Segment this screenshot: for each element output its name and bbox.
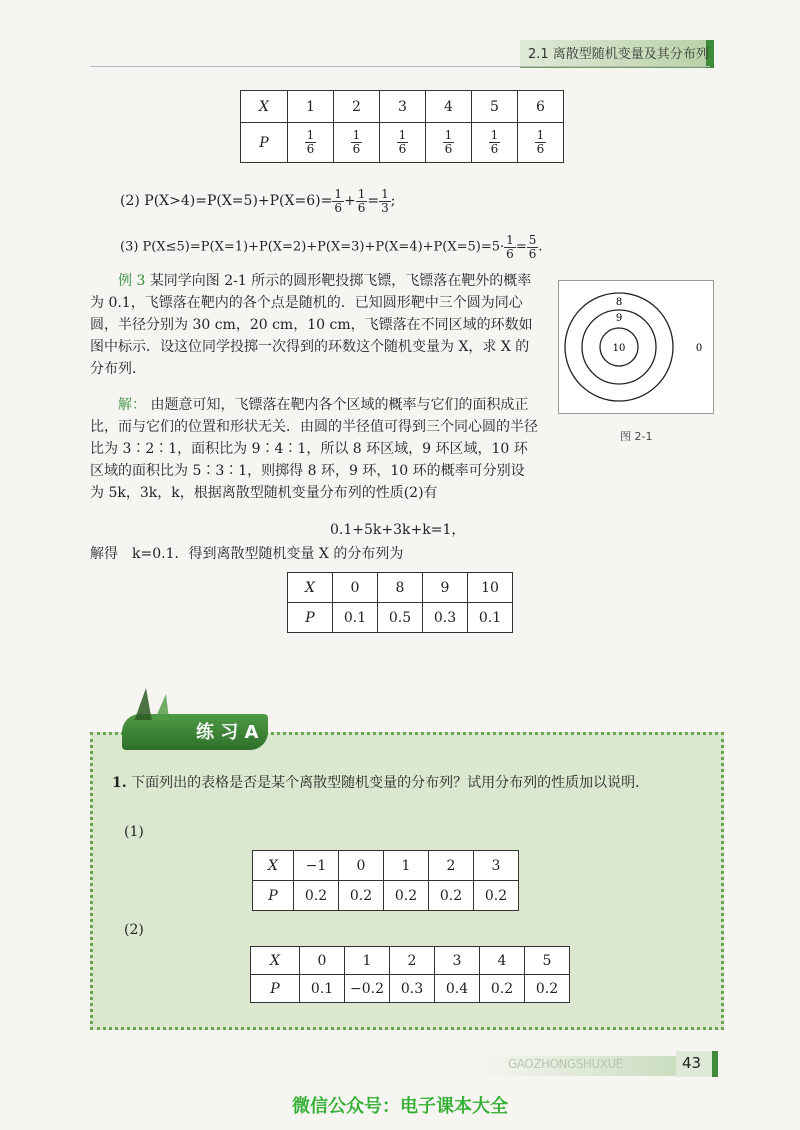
question-number: 1. — [112, 775, 127, 791]
table-a-p-header: P — [253, 881, 294, 911]
table-b-x-cell: 2 — [390, 947, 435, 975]
table-a-p-cell: 0.2 — [384, 881, 429, 911]
table-b-x-cell: 0 — [300, 947, 345, 975]
table-1-p-cell: $\frac{1}{6}$ — [426, 123, 472, 163]
table-1-p-cell: $\frac{1}{6}$ — [472, 123, 518, 163]
table-2-p-cell: 0.1 — [468, 603, 513, 633]
table-2-x-header: X — [288, 573, 333, 603]
table-1-p-cell: $\frac{1}{6}$ — [334, 123, 380, 163]
table-2-p-header: P — [288, 603, 333, 633]
table-1-x-cell: 1 — [288, 91, 334, 123]
figure-caption: 图 2-1 — [620, 430, 653, 443]
table-a-x-cell: 3 — [474, 851, 519, 881]
solution-equation: 0.1+5k+3k+k=1， — [330, 522, 466, 538]
table-b-x-cell: 4 — [480, 947, 525, 975]
footer-series-code: GAOZHONGSHUXUE — [508, 1057, 623, 1071]
table-1-x-cell: 5 — [472, 91, 518, 123]
table-1-p-cell: $\frac{1}{6}$ — [380, 123, 426, 163]
solution-label: 解： — [118, 397, 146, 413]
ring-label-8: 8 — [615, 297, 623, 308]
exercise-question-1 — [112, 772, 692, 794]
table-1-x-cell: 2 — [334, 91, 380, 123]
dartboard-figure — [558, 280, 714, 414]
table-2-p-cell: 0.5 — [378, 603, 423, 633]
table-2-x-cell: 9 — [423, 573, 468, 603]
table-2-p-cell: 0.1 — [333, 603, 378, 633]
dartboard-svg — [559, 281, 713, 413]
table-1-x-header: X — [241, 91, 288, 123]
solution-conclusion: 解得 k=0.1．得到离散型随机变量 X 的分布列为 — [90, 546, 404, 562]
example-label: 例 3 — [118, 273, 146, 289]
example-text: 某同学向图 2-1 所示的圆形靶投掷飞镖，飞镖落在靶外的概率为 0.1，飞镖落在靶内的各个点是随机的．已知圆形靶中三个圆为同心圆，半径分别为 30 cm，20 cm，10 cm，飞镖落在不同区域的环数如图中标示．设这位同学投掷一次得到的环数这个随机变量为 X，求 X 的分布列． — [90, 273, 533, 377]
table-b-p-cell: 0.3 — [390, 975, 435, 1003]
table-2-x-cell: 0 — [333, 573, 378, 603]
question-text: 下面列出的表格是否是某个离散型随机变量的分布列？试用分布列的性质加以说明． — [131, 775, 650, 791]
exercise-table-b — [250, 946, 570, 1003]
equation-3: (3) P(X≤5)=P(X=1)+P(X=2)+P(X=3)+P(X=4)+P(X=5)=5· $\frac{1}{6}$ = $\frac{5}{6}$ . — [120, 233, 543, 261]
compass-ruler-icon — [116, 684, 176, 720]
table-b-p-cell: 0.2 — [525, 975, 570, 1003]
table-a-x-cell: 2 — [429, 851, 474, 881]
table-1-p-cell: $\frac{1}{6}$ — [288, 123, 334, 163]
table-1-x-cell: 6 — [518, 91, 564, 123]
equation-2: (2) P(X>4)=P(X=5)+P(X=6)= $\frac{1}{6}$ + $\frac{1}{6}$ = $\frac{1}{3}$ ; — [120, 187, 396, 215]
ring-label-10: 10 — [612, 343, 626, 354]
example-3 — [90, 270, 538, 380]
table-b-p-cell: 0.1 — [300, 975, 345, 1003]
exercise-table-a — [252, 850, 519, 911]
table-a-x-cell: 1 — [384, 851, 429, 881]
distribution-table-2 — [287, 572, 513, 633]
table-b-x-cell: 5 — [525, 947, 570, 975]
table-b-p-header: P — [251, 975, 300, 1003]
table-b-x-cell: 1 — [345, 947, 390, 975]
table-b-x-cell: 3 — [435, 947, 480, 975]
outside-label: 0 — [695, 343, 703, 354]
table-b-p-cell: 0.4 — [435, 975, 480, 1003]
table-a-p-cell: 0.2 — [294, 881, 339, 911]
table-a-x-header: X — [253, 851, 294, 881]
table-2-p-cell: 0.3 — [423, 603, 468, 633]
table-1-x-cell: 3 — [380, 91, 426, 123]
table-1-p-cell: $\frac{1}{6}$ — [518, 123, 564, 163]
table-a-x-cell: 0 — [339, 851, 384, 881]
ring-label-9: 9 — [615, 313, 623, 324]
table-b-p-cell: 0.2 — [480, 975, 525, 1003]
exercise-title: 练 习 A — [196, 722, 259, 743]
sub-question-2-label: (2) — [124, 922, 144, 938]
table-b-p-cell: −0.2 — [345, 975, 390, 1003]
table-b-x-header: X — [251, 947, 300, 975]
table-2-x-cell: 10 — [468, 573, 513, 603]
table-a-p-cell: 0.2 — [474, 881, 519, 911]
table-a-p-cell: 0.2 — [429, 881, 474, 911]
sub-question-1-label: (1) — [124, 824, 144, 840]
distribution-table-1 — [240, 90, 564, 163]
table-a-p-cell: 0.2 — [339, 881, 384, 911]
table-1-p-header: P — [241, 123, 288, 163]
table-1-x-cell: 4 — [426, 91, 472, 123]
header-rule — [90, 66, 710, 67]
table-a-x-cell: −1 — [294, 851, 339, 881]
section-title: 2.1 离散型随机变量及其分布列 — [528, 47, 709, 62]
solution-text: 由题意可知，飞镖落在靶内各个区域的概率与它们的面积成正比，而与它们的位置和形状无关．由圆的半径值可得到三个同心圆的半径比为 3∶2∶1，面积比为 9∶4∶1，所以 8 环区域，9 环区域，10 环区域的面积比为 5∶3∶1，则掷得 8 环，9 环，10 环的概率可分别设为 5k，3k，k，根据离散型随机变量分布列的性质(2)有 — [90, 397, 538, 501]
table-2-x-cell: 8 — [378, 573, 423, 603]
solution — [90, 394, 538, 504]
watermark: 微信公众号：电子课本大全 — [292, 1096, 508, 1117]
page-number: 43 — [682, 1054, 702, 1072]
